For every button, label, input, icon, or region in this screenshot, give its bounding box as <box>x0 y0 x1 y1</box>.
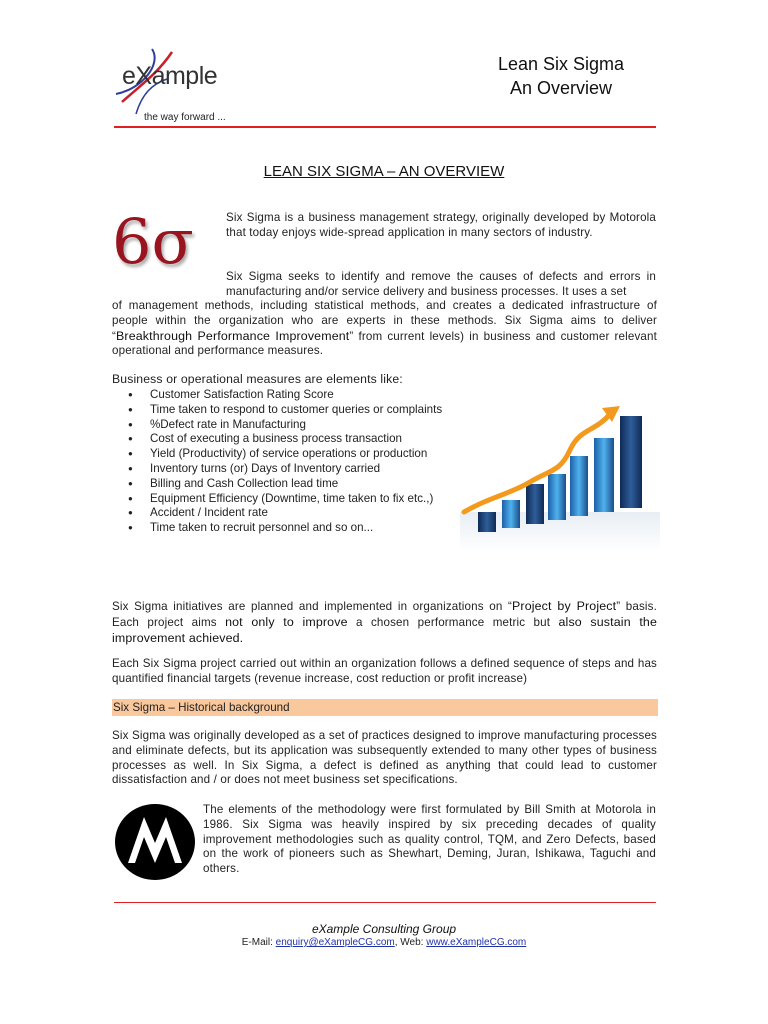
list-item: ● Equipment Efficiency (Downtime, time taken to fix etc.,) <box>112 492 452 507</box>
section-heading: Six Sigma – Historical background <box>112 699 658 716</box>
list-item: ● Time taken to respond to customer queries or complaints <box>112 403 452 418</box>
header-divider <box>114 126 656 128</box>
history-paragraph: Six Sigma was originally developed as a set of practices designed to improve manufacturing processes and eliminate defects, but its application was subsequently extended to many other types of business processes as well. In Six Sigma, a defect is defined as anything that could lead to customer dissatisfaction and / or does not meet business set specifications. <box>112 729 657 787</box>
measures-intro: Business or operational measures are elements like: <box>112 372 403 386</box>
six-sigma-glyph: 6σ <box>112 205 194 278</box>
web-link[interactable]: www.eXampleCG.com <box>426 937 527 948</box>
footer-company: eXample Consulting Group <box>311 922 457 936</box>
sequence-paragraph: Each Six Sigma project carried out within an organization follows a defined sequence of steps and has quantified financial targets (revenue increase, cost reduction or profit increase) <box>112 657 657 685</box>
motorola-logo <box>114 803 196 881</box>
intro-paragraph: Six Sigma is a business management strategy, originally developed by Motorola that today enjoys wide-spread application in many sectors of industry. <box>226 211 656 239</box>
emphasis-sustain: also sustain the improvement achieved. <box>112 614 657 645</box>
header-title <box>476 52 646 100</box>
list-item: ● Billing and Cash Collection lead time <box>112 477 452 492</box>
list-item: ● Customer Satisfaction Rating Score <box>112 388 452 403</box>
company-logo <box>112 44 242 124</box>
list-item: ● %Defect rate in Manufacturing <box>112 418 452 433</box>
document-title: LEAN SIX SIGMA – AN OVERVIEW <box>263 163 505 180</box>
emphasis-project: Project by Project <box>512 599 617 613</box>
emphasis-breakthrough: Breakthrough Performance Improvement <box>116 328 350 343</box>
measures-list <box>112 388 452 536</box>
methods-paragraph-line1: Six Sigma seeks to identify and remove the causes of defects and errors in manufacturing and/or service delivery and business processes. It uses a set <box>226 270 656 298</box>
header-title-line1: Lean Six Sigma <box>497 54 625 74</box>
motorola-icon <box>114 803 196 881</box>
email-link[interactable]: enquiry@eXampleCG.com <box>275 937 395 948</box>
footer-contact: E-Mail: enquiry@eXampleCG.com, Web: www.eXampleCG.com <box>241 937 527 948</box>
header-title-line2: An Overview <box>509 78 613 98</box>
footer-divider <box>114 902 656 903</box>
growth-chart-icon <box>460 402 660 552</box>
list-item: ● Time taken to recruit personnel and so on... <box>112 521 452 536</box>
logo-text: eXample <box>122 62 218 90</box>
project-paragraph: Six Sigma initiatives are planned and implemented in organizations on “Project by Project” basis. Each project aims not only to improve a chosen performance metric but also sustain the improvement achieved. <box>112 599 657 645</box>
growth-chart-image <box>460 402 660 552</box>
logo-tagline: the way forward ... <box>144 112 226 123</box>
list-item: ● Yield (Productivity) of service operations or production <box>112 447 452 462</box>
methods-paragraph: of management methods, including statistical methods, and creates a dedicated infrastructure of people within the organization who are experts in these methods. Six Sigma aims to deliver “Breakthrough Performance Improvement” from current levels) in business and customer relevant operational and performance measures. <box>112 299 657 358</box>
list-item: ● Inventory turns (or) Days of Inventory carried <box>112 462 452 477</box>
methodology-paragraph: The elements of the methodology were first formulated by Bill Smith at Motorola in 1986. Six Sigma was heavily inspired by six preceding decades of quality improvement methodologies such as quality control, TQM, and Zero Defects, based on the work of pioneers such as Shewhart, Deming, Juran, Ishikawa, Taguchi and others. <box>203 803 656 876</box>
six-sigma-symbol <box>112 207 217 277</box>
emphasis-improve: not only to improve <box>225 614 348 629</box>
list-item: ● Cost of executing a business process transaction <box>112 432 452 447</box>
list-item: ● Accident / Incident rate <box>112 506 452 521</box>
